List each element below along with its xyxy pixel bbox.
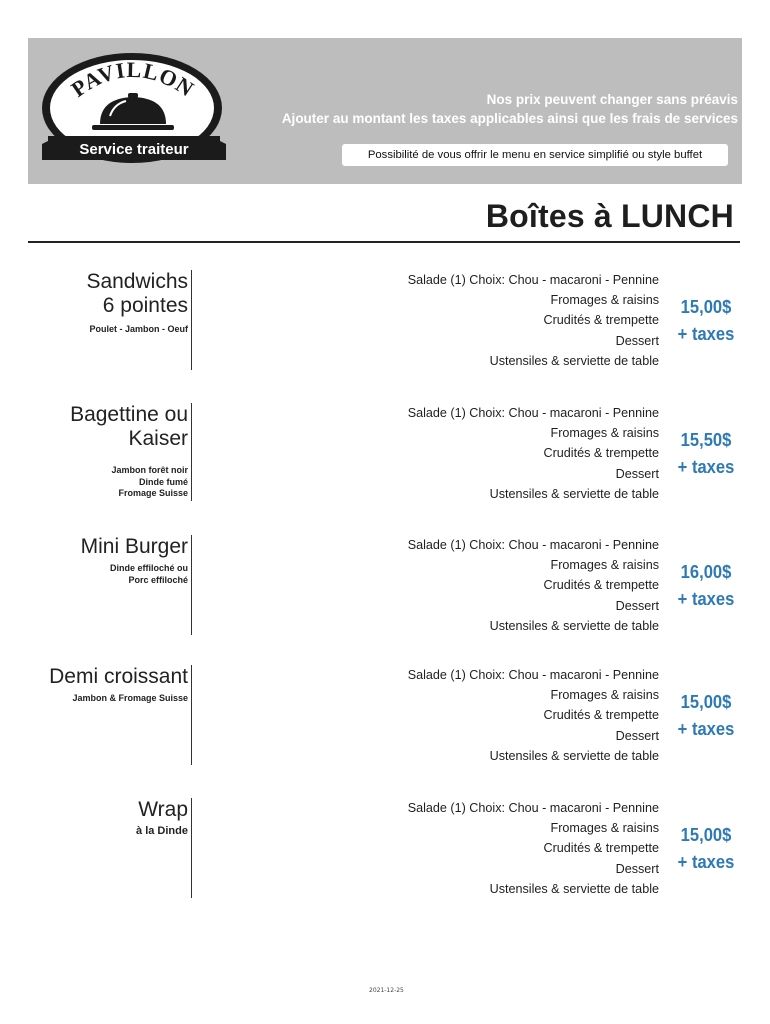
price-value: 15,00$ xyxy=(680,825,732,845)
include-line: Fromages & raisins xyxy=(550,426,659,441)
include-line: Crudités & trempette xyxy=(543,708,659,723)
item-name: Mini Burger xyxy=(80,535,188,558)
price-value: 15,00$ xyxy=(680,297,732,317)
item-description: Fromage Suisse xyxy=(118,488,188,498)
price-value: 16,00$ xyxy=(680,562,732,582)
item-name: Kaiser xyxy=(128,427,188,450)
item-info xyxy=(49,665,192,765)
price-notice xyxy=(282,90,738,128)
include-line: Crudités & trempette xyxy=(543,578,659,593)
include-line: Salade (1) Choix: Chou - macaroni - Pennine xyxy=(407,406,659,420)
include-line: Ustensiles & serviette de table xyxy=(489,748,659,763)
item-info xyxy=(70,403,192,501)
price-value: 15,50$ xyxy=(680,430,732,450)
item-name: Bagettine ou xyxy=(70,403,188,426)
include-line: Salade (1) Choix: Chou - macaroni - Pennine xyxy=(407,668,659,682)
svg-text:Service traiteur: Service traiteur xyxy=(79,141,189,158)
include-line: Ustensiles & serviette de table xyxy=(489,881,659,896)
include-line: Salade (1) Choix: Chou - macaroni - Pennine xyxy=(407,538,659,552)
item-info xyxy=(86,270,192,370)
include-line: Fromages & raisins xyxy=(550,688,659,703)
item-includes xyxy=(408,270,659,371)
item-price xyxy=(671,822,741,876)
svg-text:PAVILLON: PAVILLON xyxy=(66,56,200,102)
item-name: Demi croissant xyxy=(49,665,188,688)
item-description: Dinde effiloché ou xyxy=(109,563,188,573)
include-line: Salade (1) Choix: Chou - macaroni - Pennine xyxy=(407,801,659,815)
item-price xyxy=(671,294,741,348)
notice-line: Ajouter au montant les taxes applicables ainsi que les frais de services xyxy=(281,111,738,126)
item-price xyxy=(671,689,741,743)
include-line: Crudités & trempette xyxy=(543,446,659,461)
include-line: Dessert xyxy=(615,728,659,743)
item-description: Jambon & Fromage Suisse xyxy=(72,693,188,703)
include-line: Dessert xyxy=(615,598,659,613)
item-includes xyxy=(408,535,659,636)
include-line: Salade (1) Choix: Chou - macaroni - Pennine xyxy=(407,273,659,287)
price-value: 15,00$ xyxy=(680,692,732,712)
service-note: Possibilité de vous offrir le menu en service simplifié ou style buffet xyxy=(342,144,728,166)
item-includes xyxy=(408,798,659,899)
item-includes xyxy=(408,403,659,504)
item-description: à la Dinde xyxy=(136,825,188,837)
header-banner xyxy=(28,38,742,184)
include-line: Ustensiles & serviette de table xyxy=(489,353,659,368)
tax-label: + taxes xyxy=(677,457,735,477)
pavillon-logo xyxy=(40,50,230,176)
item-includes xyxy=(408,665,659,766)
tax-label: + taxes xyxy=(677,589,735,609)
tax-label: + taxes xyxy=(677,324,735,344)
item-price xyxy=(671,559,741,613)
include-line: Fromages & raisins xyxy=(550,558,659,573)
item-description: Poulet - Jambon - Oeuf xyxy=(89,324,188,334)
include-line: Fromages & raisins xyxy=(550,293,659,308)
item-description: Jambon forêt noir xyxy=(111,465,188,475)
tax-label: + taxes xyxy=(677,852,735,872)
item-info xyxy=(81,535,192,635)
include-line: Crudités & trempette xyxy=(543,841,659,856)
tax-label: + taxes xyxy=(677,719,735,739)
item-name: Wrap xyxy=(138,798,188,821)
title-divider xyxy=(28,241,740,243)
page-title: Boîtes à LUNCH xyxy=(485,198,734,234)
item-description: Dinde fumé xyxy=(138,476,188,487)
notice-line: Nos prix peuvent changer sans préavis xyxy=(486,92,738,107)
include-line: Ustensiles & serviette de table xyxy=(489,618,659,633)
item-price xyxy=(671,427,741,481)
include-line: Crudités & trempette xyxy=(543,313,659,328)
item-description: Porc effiloché xyxy=(128,574,188,585)
include-line: Fromages & raisins xyxy=(550,821,659,836)
include-line: Dessert xyxy=(615,861,659,876)
include-line: Dessert xyxy=(615,333,659,348)
footer-date: 2021-12-25 xyxy=(369,987,404,994)
item-name: Sandwichs xyxy=(86,270,188,293)
include-line: Dessert xyxy=(615,466,659,481)
item-name: 6 pointes xyxy=(102,294,188,317)
include-line: Ustensiles & serviette de table xyxy=(489,486,659,501)
item-info xyxy=(136,798,192,898)
